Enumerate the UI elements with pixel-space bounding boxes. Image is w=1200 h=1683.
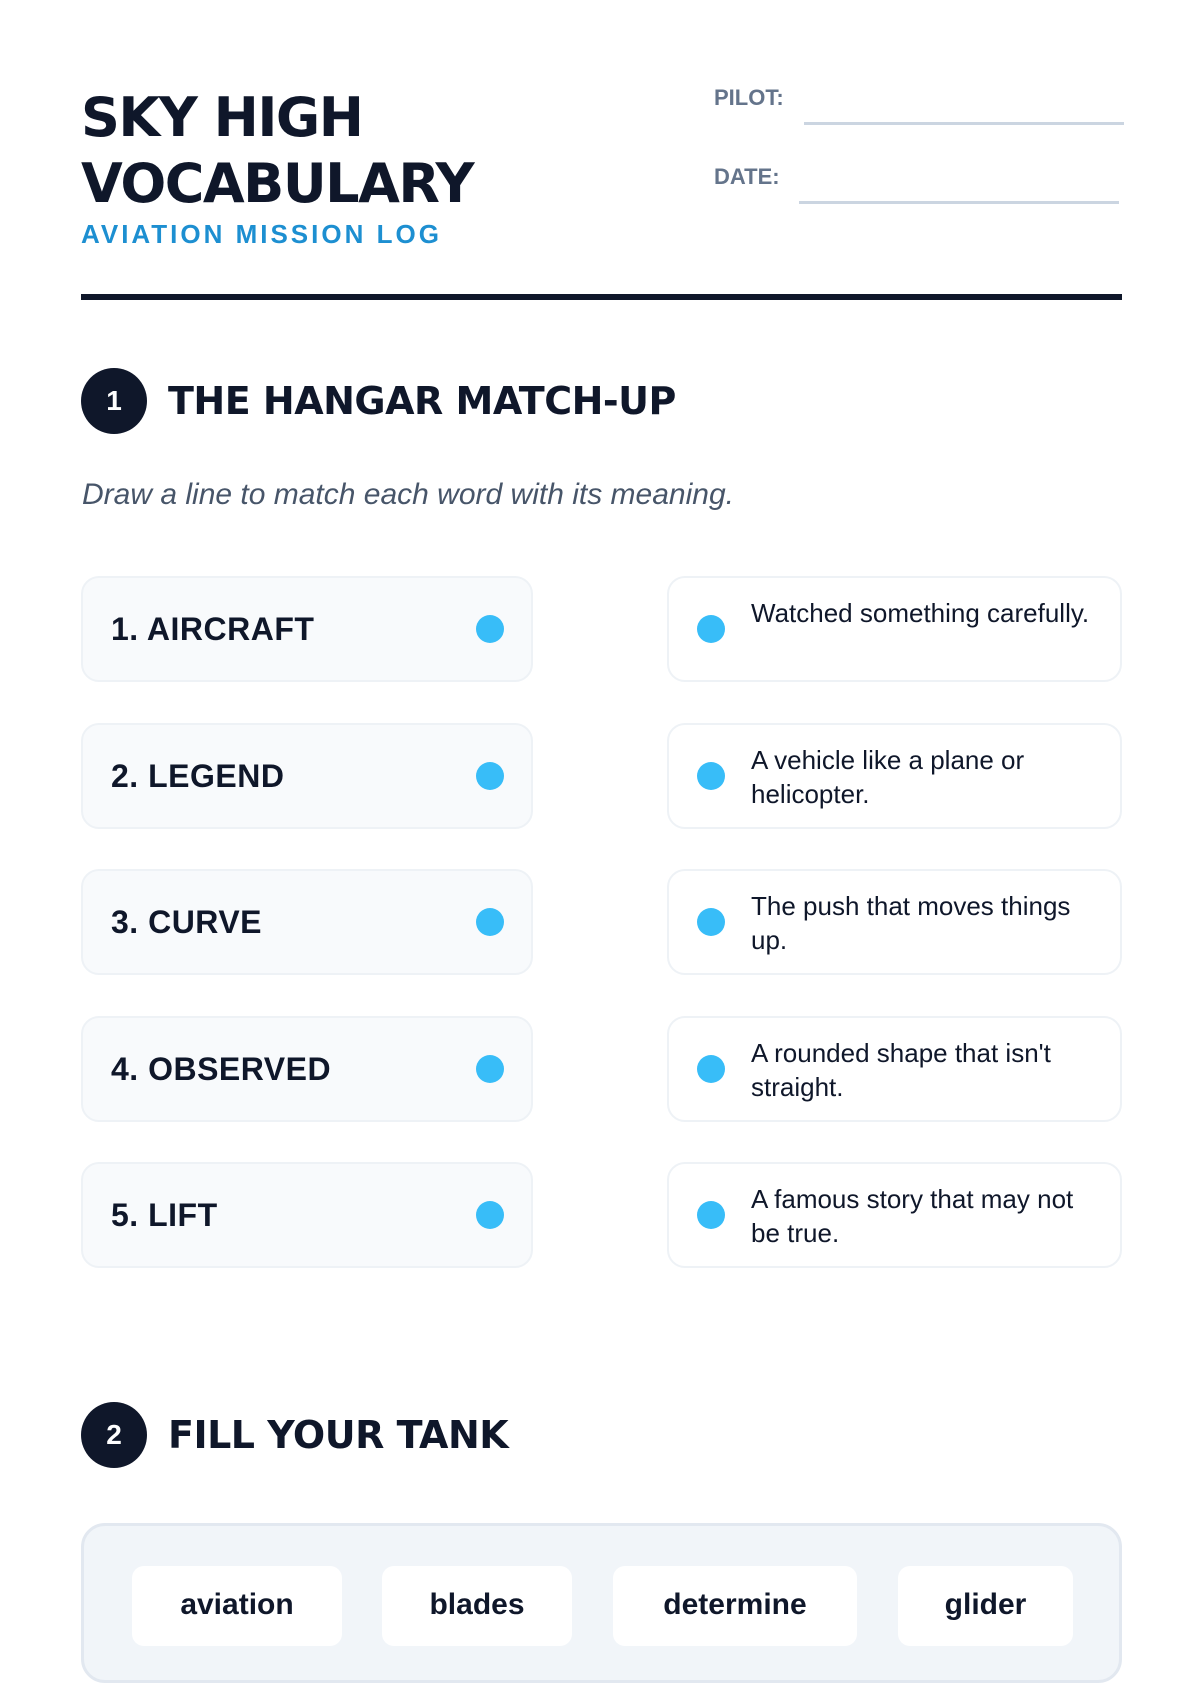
word-card-legend [81,723,533,829]
definition-text: A vehicle like a plane or helicopter. [751,745,1025,809]
section-1-title: THE HANGAR MATCH-UP [168,379,676,423]
word-bank-chip[interactable]: determine [613,1566,857,1646]
match-row [81,1162,1122,1268]
header-divider [81,294,1122,300]
match-row [81,1016,1122,1122]
definition-card [667,723,1122,829]
word-label: 1. AIRCRAFT [111,610,315,647]
date-field[interactable] [714,164,1119,202]
word-connector-dot[interactable] [476,762,504,790]
pilot-line[interactable] [804,122,1124,125]
definition-text: A rounded shape that isn't straight. [751,1038,1051,1102]
date-label: DATE: [714,164,780,189]
word-connector-dot[interactable] [476,908,504,936]
word-connector-dot[interactable] [476,615,504,643]
word-bank [81,1523,1122,1683]
section-1-badge: 1 [81,368,147,434]
word-card-observed [81,1016,533,1122]
section-2-title: FILL YOUR TANK [168,1413,509,1457]
section-2-badge: 2 [81,1402,147,1468]
pilot-field[interactable] [714,85,1124,123]
definition-text: Watched something carefully. [751,598,1090,628]
word-label: 3. CURVE [111,903,263,940]
definition-text: A famous story that may not be true. [751,1184,1074,1248]
word-bank-chip[interactable]: aviation [132,1566,342,1646]
match-row [81,723,1122,829]
definition-connector-dot[interactable] [697,908,725,936]
word-card-aircraft [81,576,533,682]
pilot-label: PILOT: [714,85,784,110]
word-label: 2. LEGEND [111,757,285,794]
definition-card [667,1016,1122,1122]
date-line[interactable] [799,201,1119,204]
definition-connector-dot[interactable] [697,615,725,643]
word-label: 5. LIFT [111,1196,218,1233]
definition-card [667,1162,1122,1268]
word-label: 4. OBSERVED [111,1050,332,1087]
word-card-curve [81,869,533,975]
title-line-2: VOCABULARY [81,152,474,215]
word-connector-dot[interactable] [476,1055,504,1083]
definition-card [667,576,1122,682]
definition-connector-dot[interactable] [697,1201,725,1229]
word-bank-chip[interactable]: blades [382,1566,572,1646]
match-row [81,576,1122,682]
word-card-lift [81,1162,533,1268]
section-1-instructions: Draw a line to match each word with its meaning. [82,478,734,511]
definition-card [667,869,1122,975]
worksheet-subtitle: AVIATION MISSION LOG [81,219,442,249]
definition-connector-dot[interactable] [697,1055,725,1083]
title-line-1: SKY HIGH [81,86,363,149]
worksheet-header [81,85,1122,301]
definition-connector-dot[interactable] [697,762,725,790]
word-bank-chip[interactable]: glider [898,1566,1073,1646]
definition-text: The push that moves things up. [751,891,1071,955]
word-connector-dot[interactable] [476,1201,504,1229]
match-row [81,869,1122,975]
section-2-heading [81,1402,508,1468]
section-1-heading [81,368,676,434]
